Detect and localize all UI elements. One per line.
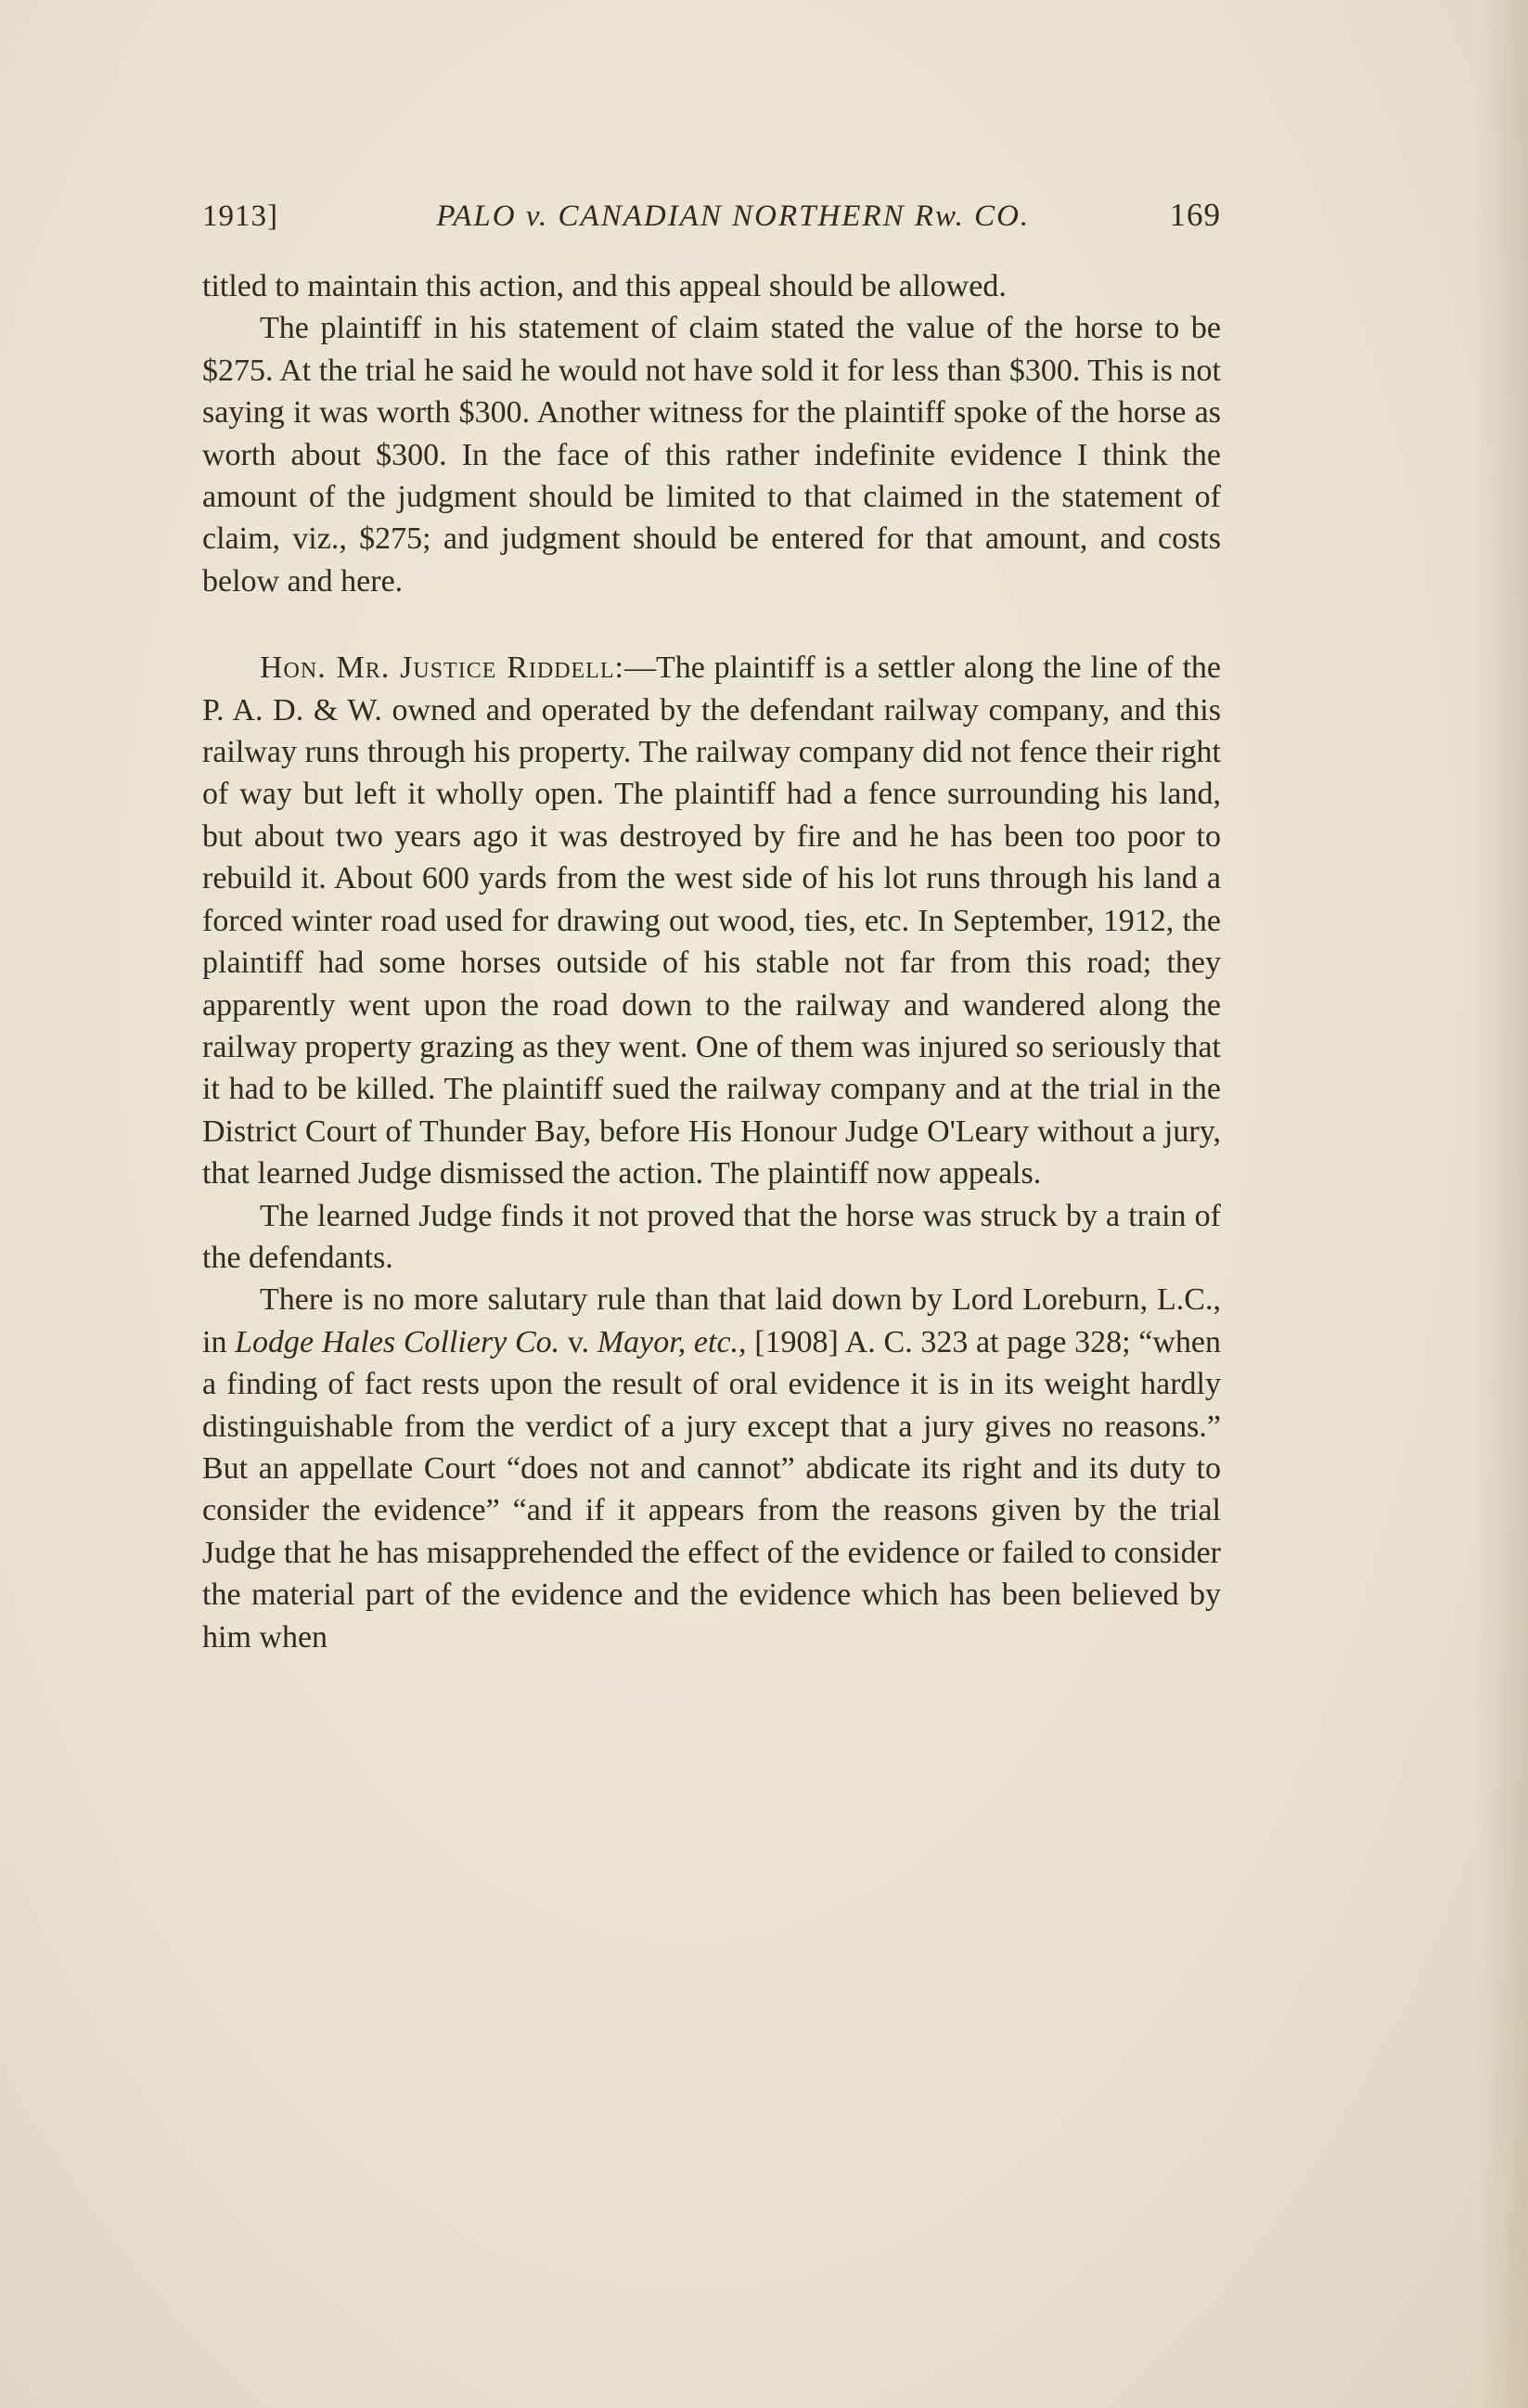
page-number: 169 (1169, 197, 1221, 233)
running-head (202, 197, 1221, 234)
paragraph-text: The learned Judge finds it not proved that the horse was struck by a train of the defendants. (202, 1198, 1221, 1275)
paragraph-text: [1908] A. C. 323 at page 328; “when a finding of fact rests upon the result of oral evidence it is in its weight hardly distinguishable from the verdict of a jury except that a jury gives no reasons.” But an appellate Court “does not and cannot” abdicate its right and its duty to consider the evidence” “and if it appears from the reasons given by the trial Judge that he has misapprehended the effect of the evidence or failed to consider the material part of the evidence and the evidence which has been believed by him when (202, 1324, 1221, 1655)
speaker-name: Hon. Mr. Justice Riddell: (260, 650, 624, 686)
case-citation-name: Lodge Hales Colliery Co. (235, 1324, 560, 1359)
paragraph-salutary-rule (202, 1279, 1221, 1658)
header-title: PALO v. CANADIAN NORTHERN Rw. CO. (436, 200, 1031, 233)
page-edge (1477, 0, 1528, 2408)
paragraph-finding (202, 1195, 1221, 1280)
paragraph-text: v. (559, 1324, 597, 1359)
case-citation-party: Mayor, etc., (597, 1324, 747, 1359)
paragraph-value-of-horse (202, 307, 1221, 602)
paragraph-riddell-opinion (202, 647, 1221, 1194)
paragraph-continuation (202, 265, 1221, 307)
text-block (202, 197, 1221, 1658)
header-year: 1913] (202, 200, 278, 233)
paragraph-text: There is no more salutary rule than that laid down by Lord Loreburn, L.C., in (202, 1282, 1221, 1359)
paragraph-text: titled to maintain this action, and this appeal should be allowed. (202, 269, 1007, 303)
paragraph-text: —The plaintiff is a settler along the line of the P. A. D. & W. owned and operated by the defendant railway company, and this railway runs through his property. The railway company did not fence their right of way but left it wholly open. The plaintiff had a fence surrounding his land, but about two years ago it was destroyed by fire and he has been too poor to rebuild it. About 600 yards from the west side of his lot runs through his land a forced winter road used for drawing out wood, ties, etc. In September, 1912, the plaintiff had some horses outside of his stable not far from this road; they apparently went upon the road down to the railway and wandered along the railway property grazing as they went. One of them was injured so seriously that it had to be killed. The plaintiff sued the railway company and at the trial in the District Court of Thunder Bay, before His Honour Judge O'Leary without a jury, that learned Judge dismissed the action. The plaintiff now appeals. (202, 650, 1221, 1191)
section-gap (202, 602, 1221, 647)
paragraph-text: The plaintiff in his statement of claim stated the value of the horse to be $275. At the trial he said he would not have sold it for less than $300. This is not saying it was worth $300. Another witness for the plaintiff spoke of the horse as worth about $300. In the face of this rather indefinite evidence I think the amount of the judgment should be limited to that claimed in the statement of claim, viz., $275; and judgment should be entered for that amount, and costs below and here. (202, 311, 1221, 599)
